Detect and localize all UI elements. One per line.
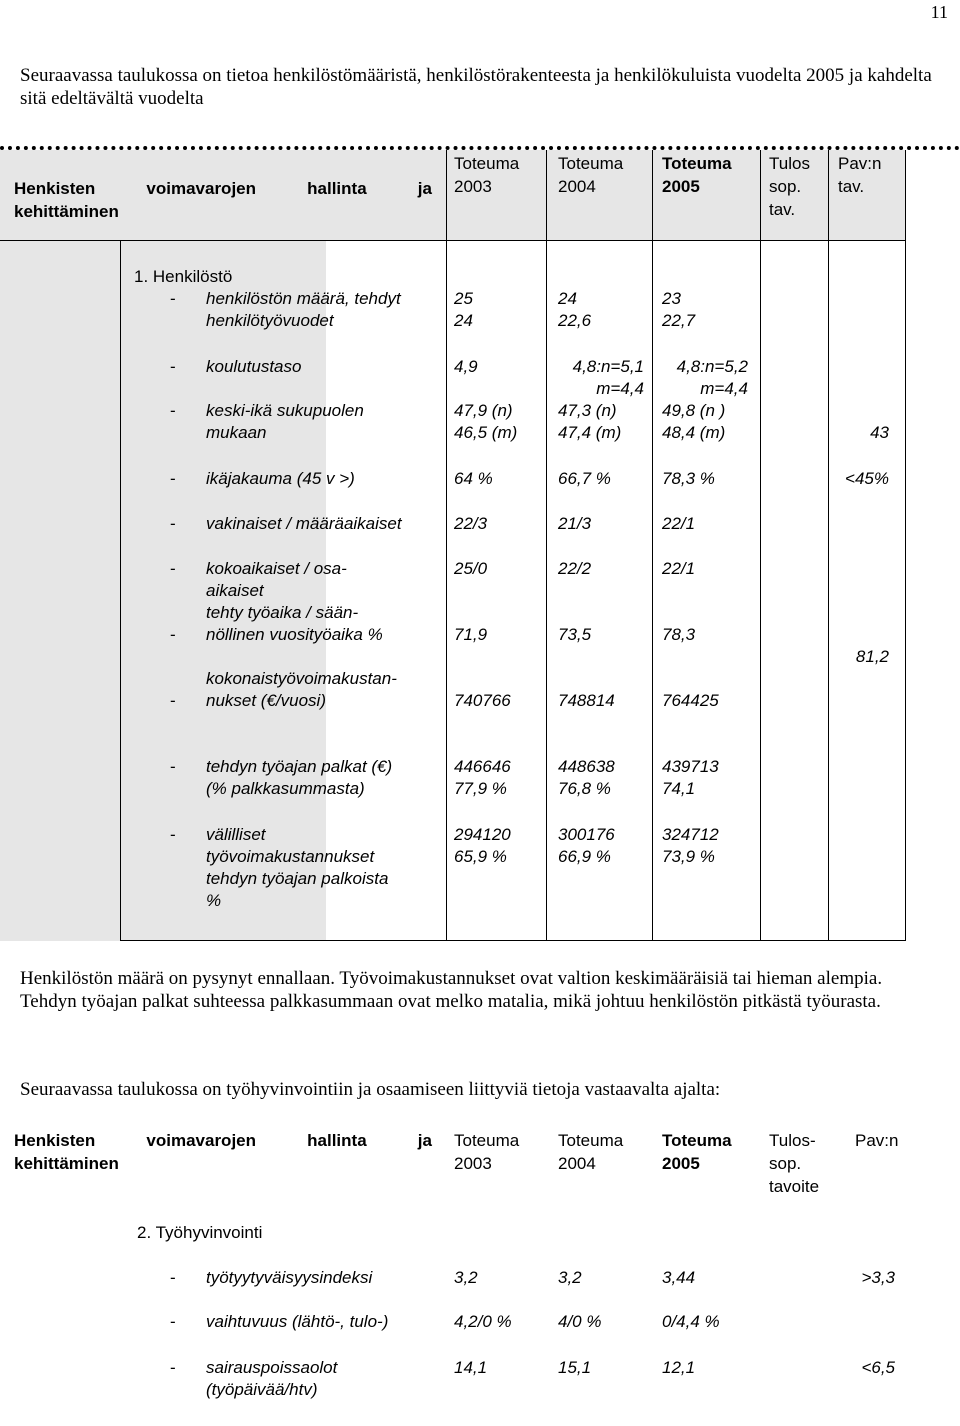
row-label	[206, 824, 442, 912]
header-col-tulos	[769, 1129, 819, 1198]
value-2003-line: 47,9 (n)	[454, 401, 513, 420]
value-2003-line: 3,2	[454, 1268, 478, 1287]
row-label-line: vakinaiset / määräaikaiset	[206, 514, 402, 533]
value-2005	[662, 624, 695, 646]
value-2003	[454, 400, 517, 444]
staff-table	[0, 150, 906, 942]
header-col-tulos-line: tav.	[769, 200, 796, 219]
value-2005-line: 78,3 %	[662, 469, 715, 488]
header-col-tulos-line: Tulos	[769, 154, 810, 173]
value-2005-line: 22/1	[662, 514, 696, 533]
value-2004	[558, 400, 621, 444]
wellbeing-intro-paragraph: Seuraavassa taulukossa on työhyvinvointiin ja osaamiseen liittyviä tietoja vastaavalta ajalta:	[20, 1079, 721, 1100]
value-2005-line: 48,4 (m)	[662, 423, 726, 442]
row-bullet: -	[170, 1358, 176, 1377]
table-header-title-line2: kehittäminen	[14, 202, 119, 221]
value-2004	[558, 1357, 591, 1379]
row-label	[206, 558, 442, 602]
value-pav-line: <6,5	[861, 1358, 895, 1377]
value-2005	[662, 513, 695, 535]
value-2004-line: 24	[558, 289, 577, 308]
section-title: 1. Henkilöstö	[134, 267, 233, 286]
value-2004-line: 300176	[558, 825, 615, 844]
row-label	[206, 468, 442, 490]
value-2005-line: 324712	[662, 825, 719, 844]
value-pav-line: 43	[870, 423, 889, 442]
value-2003	[454, 468, 493, 490]
header-col-2004	[558, 152, 623, 198]
header-col-tulos	[769, 152, 810, 221]
value-pav	[828, 422, 889, 444]
row-bullet: -	[170, 469, 176, 488]
row-label-line: tehdyn työajan palkoista	[206, 869, 389, 888]
value-2004	[558, 1267, 582, 1289]
header-col-pav-line: Pav:n	[838, 154, 882, 173]
value-pav	[828, 1357, 895, 1379]
value-2003	[454, 1311, 512, 1333]
row-bullet: -	[170, 691, 176, 710]
value-2004-line: m=4,4	[596, 379, 644, 398]
header-col-2005	[662, 1129, 732, 1175]
row-label	[206, 756, 442, 800]
row-label-line: %	[206, 891, 222, 910]
value-2004-line: 47,4 (m)	[558, 423, 622, 442]
row-label-line: tehdyn työajan palkat (€)	[206, 757, 393, 776]
value-2005-line: 12,1	[662, 1358, 696, 1377]
value-2003-line: 64 %	[454, 469, 493, 488]
value-2003-line: 77,9 %	[454, 779, 507, 798]
value-2004-line: 748814	[558, 691, 615, 710]
table-header-title	[14, 177, 432, 223]
value-2003-line: 24	[454, 311, 473, 330]
header-col-pav	[838, 152, 881, 198]
header-col-2003-line: 2003	[454, 177, 492, 196]
row-label-line: henkilötyövuodet	[206, 311, 334, 330]
header-bottom-border	[0, 240, 906, 241]
value-2004	[558, 1311, 601, 1333]
value-2003-line: 25/0	[454, 559, 488, 578]
row-bullet: -	[170, 825, 176, 844]
value-2003	[454, 558, 487, 580]
value-2005	[662, 756, 719, 800]
row-bullet: -	[170, 401, 176, 420]
value-2004-line: 22/2	[558, 559, 592, 578]
value-2003	[454, 288, 473, 332]
value-2003	[454, 356, 478, 378]
header-col-2005-line: 2005	[662, 1154, 700, 1173]
value-2005	[662, 1357, 695, 1379]
value-2003-line: 22/3	[454, 514, 488, 533]
value-2005	[662, 690, 719, 712]
value-2005-line: 764425	[662, 691, 719, 710]
column-border-1	[546, 150, 547, 941]
row-bullet: -	[170, 289, 176, 308]
page-number: 11	[930, 2, 948, 22]
value-2004-line: 22,6	[558, 311, 592, 330]
header-col-2004	[558, 1129, 623, 1175]
table2-header-title	[14, 1129, 432, 1175]
row-label-line: kokoaikaiset / osa-	[206, 559, 347, 578]
row-label-line: aikaiset	[206, 581, 264, 600]
value-2003-line: 4,9	[454, 357, 478, 376]
table-header-title-line1: Henkisten voimavarojen hallinta ja	[14, 179, 432, 198]
value-pav	[828, 646, 889, 668]
row-label-line: sairauspoissaolot	[206, 1358, 338, 1377]
header-col-2003-line: Toteuma	[454, 154, 520, 173]
value-2004	[558, 624, 591, 646]
value-2003	[454, 1357, 487, 1379]
row-bullet: -	[170, 514, 176, 533]
row-label	[206, 356, 442, 378]
row-label	[206, 400, 442, 444]
header-col-2004-line: 2004	[558, 1154, 596, 1173]
value-2005-line: 73,9 %	[662, 847, 715, 866]
row-label	[206, 288, 442, 332]
header-col-2005	[662, 152, 732, 198]
value-2005-line: 22,7	[662, 311, 696, 330]
value-2005	[662, 824, 719, 868]
value-2004-line: 15,1	[558, 1358, 592, 1377]
row-label-line: (% palkkasummasta)	[206, 779, 365, 798]
row-label-line: vaihtuvuus (lähtö-, tulo-)	[206, 1312, 389, 1331]
value-2004-line: 4/0 %	[558, 1312, 602, 1331]
header-col-2004-line: Toteuma	[558, 154, 624, 173]
table2-header-title-line1: Henkisten voimavarojen hallinta ja	[14, 1131, 432, 1150]
value-2005-line: 49,8 (n )	[662, 401, 726, 420]
value-2004-line: 4,8:n=5,1	[572, 357, 644, 376]
column-border-5	[905, 150, 906, 941]
value-2005-line: 439713	[662, 757, 719, 776]
row-label	[206, 1311, 442, 1333]
row-bullet: -	[170, 625, 176, 644]
value-2004-line: 73,5	[558, 625, 592, 644]
value-2004-line: 76,8 %	[558, 779, 611, 798]
value-2004-line: 3,2	[558, 1268, 582, 1287]
row-label	[206, 668, 442, 712]
value-2004	[558, 824, 615, 868]
value-2005-line: m=4,4	[700, 379, 748, 398]
header-col-2003-line: 2003	[454, 1154, 492, 1173]
row-label	[206, 602, 442, 646]
value-2003-line: 46,5 (m)	[454, 423, 518, 442]
value-2005	[662, 288, 695, 332]
row-label-line: nukset (€/vuosi)	[206, 691, 326, 710]
value-pav	[828, 1267, 895, 1289]
table-bottom-border	[120, 940, 906, 941]
value-2004	[558, 356, 644, 400]
header-col-2005-line: Toteuma	[662, 154, 732, 173]
value-2003	[454, 513, 487, 535]
intro-paragraph: Seuraavassa taulukossa on tietoa henkilöstömääristä, henkilöstörakenteesta ja henkilökuluista vuodelta 2005 ja kahdelta sitä edeltävältä vuodelta	[20, 65, 932, 109]
header-col-2004-line: 2004	[558, 177, 596, 196]
value-2003-line: 25	[454, 289, 473, 308]
row-label-line: työtyytyväisyysindeksi	[206, 1268, 373, 1287]
value-2005	[662, 1267, 695, 1289]
value-2004-line: 47,3 (n)	[558, 401, 617, 420]
header-col-tulos-line: sop.	[769, 1154, 802, 1173]
value-2005-line: 0/4,4 %	[662, 1312, 720, 1331]
header-col-2003-line: Toteuma	[454, 1131, 520, 1150]
value-2004	[558, 468, 611, 490]
value-2005	[662, 558, 695, 580]
column-border-0	[446, 150, 447, 941]
value-2005	[662, 468, 715, 490]
value-pav-line: >3,3	[861, 1268, 895, 1287]
value-2004-line: 21/3	[558, 514, 592, 533]
header-col-tulos-line: sop.	[769, 177, 802, 196]
row-label-line: kokonaistyövoimakustan-	[206, 669, 397, 688]
header-col-2003	[454, 152, 519, 198]
row-label-line: työvoimakustannukset	[206, 847, 375, 866]
value-2004	[558, 558, 591, 580]
value-2005-line: 23	[662, 289, 681, 308]
row-label-line: nöllinen vuosityöaika %	[206, 625, 383, 644]
header-col-pav	[855, 1129, 898, 1152]
row-label-line: koulutustaso	[206, 357, 302, 376]
column-border-2	[652, 150, 653, 941]
wellbeing-table	[0, 1125, 906, 1426]
value-2003	[454, 756, 511, 800]
value-2003	[454, 690, 511, 712]
value-2004	[558, 288, 591, 332]
header-col-2005-line: Toteuma	[662, 1131, 732, 1150]
header-col-2005-line: 2005	[662, 177, 700, 196]
row-label-line: keski-ikä sukupuolen	[206, 401, 364, 420]
row-label	[206, 1267, 442, 1289]
value-2004-line: 66,9 %	[558, 847, 611, 866]
value-2003-line: 294120	[454, 825, 511, 844]
value-2005-line: 78,3	[662, 625, 696, 644]
row-label-line: henkilöstön määrä, tehdyt	[206, 289, 401, 308]
row-label-line: mukaan	[206, 423, 267, 442]
value-2004	[558, 513, 591, 535]
row-bullet: -	[170, 757, 176, 776]
border-left	[120, 240, 121, 941]
row-bullet: -	[170, 357, 176, 376]
header-col-pav-line: tav.	[838, 177, 865, 196]
value-2005-line: 22/1	[662, 559, 696, 578]
value-2004	[558, 690, 615, 712]
row-label	[206, 1357, 442, 1401]
section-title: 2. Työhyvinvointi	[137, 1223, 263, 1242]
header-col-2004-line: Toteuma	[558, 1131, 624, 1150]
value-2005	[662, 356, 748, 400]
row-bullet: -	[170, 559, 176, 578]
row-label	[206, 513, 442, 535]
summary-paragraph: Henkilöstön määrä on pysynyt ennallaan. Työvoimakustannukset ovat valtion keskimääräisiä tai hieman alempia. Tehdyn työajan palkat suhteessa palkkasummaan ovat melko matalia, mikä johtuu henkilöstön pitkästä työurasta.	[20, 968, 883, 1012]
table2-header-title-line2: kehittäminen	[14, 1154, 119, 1173]
header-col-2003	[454, 1129, 519, 1175]
value-2003	[454, 624, 487, 646]
row-label-line: ikäjakauma (45 v >)	[206, 469, 355, 488]
value-2003-line: 65,9 %	[454, 847, 507, 866]
value-2003-line: 740766	[454, 691, 511, 710]
value-2004-line: 448638	[558, 757, 615, 776]
value-2005-line: 3,44	[662, 1268, 696, 1287]
row-bullet: -	[170, 1312, 176, 1331]
header-col-tulos-line: Tulos-	[769, 1131, 816, 1150]
value-2003	[454, 1267, 478, 1289]
value-2003-line: 4,2/0 %	[454, 1312, 512, 1331]
value-2003-line: 14,1	[454, 1358, 488, 1377]
value-2005	[662, 1311, 720, 1333]
row-label-line: välilliset	[206, 825, 266, 844]
value-pav-line: <45%	[845, 469, 889, 488]
row-label-line: tehty työaika / sään-	[206, 603, 359, 622]
value-2004-line: 66,7 %	[558, 469, 611, 488]
value-2005	[662, 400, 725, 444]
row-label-line: (työpäivää/htv)	[206, 1380, 318, 1399]
header-col-tulos-line: tavoite	[769, 1177, 820, 1196]
value-2005-line: 4,8:n=5,2	[676, 357, 748, 376]
value-pav	[828, 468, 889, 490]
value-2005-line: 74,1	[662, 779, 696, 798]
value-pav-line: 81,2	[855, 647, 889, 666]
column-border-3	[760, 150, 761, 941]
row-bullet: -	[170, 1268, 176, 1287]
header-col-pav-line: Pav:n	[855, 1131, 899, 1150]
column-border-4	[828, 150, 829, 941]
value-2003-line: 446646	[454, 757, 511, 776]
value-2003-line: 71,9	[454, 625, 488, 644]
value-2003	[454, 824, 511, 868]
value-2004	[558, 756, 615, 800]
